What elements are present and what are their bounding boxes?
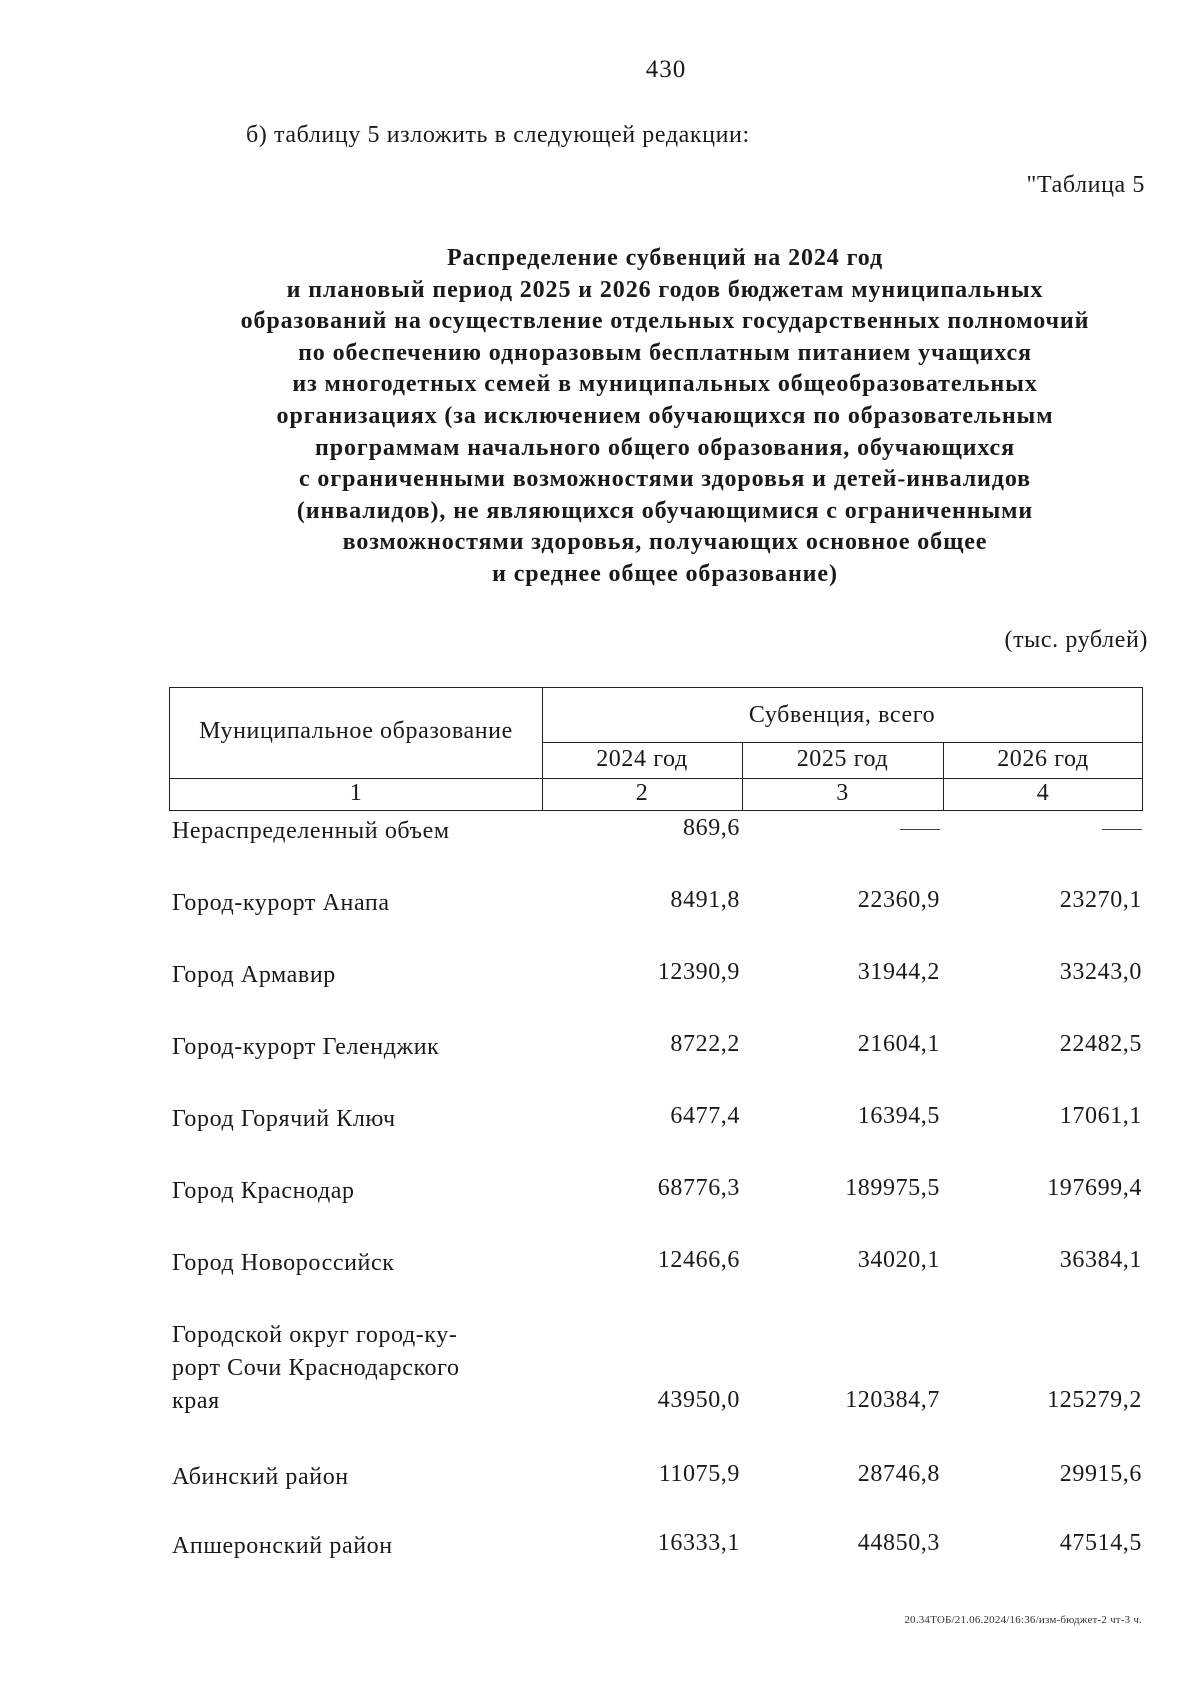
- value-2025: 44850,3: [857, 1530, 940, 1556]
- value-2025-dash: [900, 815, 940, 842]
- value-2025: 16394,5: [857, 1103, 940, 1129]
- row-municipality: Апшеронский район: [172, 1533, 393, 1559]
- value-2025: 21604,1: [857, 1031, 940, 1057]
- header-municipality: Муниципальное образование: [199, 718, 513, 744]
- title-line: с ограниченными возможностями здоровья и детей-инвалидов: [298, 466, 1031, 493]
- value-2024: 6477,4: [670, 1103, 740, 1129]
- value-2026: 197699,4: [1047, 1175, 1142, 1201]
- title-line: (инвалидов), не являющихся обучающимися с ограниченными: [296, 497, 1034, 524]
- value-2026: 29915,6: [1059, 1461, 1142, 1487]
- value-2024: 11075,9: [658, 1461, 740, 1487]
- header-divider: [170, 778, 1142, 779]
- value-2026: 36384,1: [1059, 1247, 1142, 1273]
- row-municipality: Город Краснодар: [172, 1178, 355, 1204]
- row-municipality: Город Новороссийск: [172, 1250, 395, 1276]
- title-line: и среднее общее образование): [492, 560, 838, 587]
- table-label: "Таблица 5: [1026, 172, 1145, 198]
- row-municipality: Город Армавир: [172, 962, 336, 988]
- value-2026: 23270,1: [1059, 887, 1142, 913]
- value-2024: 8722,2: [670, 1031, 740, 1057]
- units-label: (тыс. рублей): [1004, 627, 1148, 653]
- title-line: программам начального общего образования, обучающихся: [315, 434, 1015, 461]
- row-municipality: Город-курорт Анапа: [172, 890, 390, 916]
- row-municipality-line: рорт Сочи Краснодарского: [172, 1355, 460, 1381]
- value-2026: 125279,2: [1047, 1387, 1142, 1413]
- value-2026: 17061,1: [1059, 1103, 1142, 1129]
- row-municipality: Город-курорт Геленджик: [172, 1034, 440, 1060]
- column-number: 2: [635, 780, 649, 806]
- value-2026: 47514,5: [1059, 1530, 1142, 1556]
- header-year-2025: 2025 год: [796, 746, 889, 772]
- value-2024: 869,6: [683, 815, 740, 841]
- title-line: по обеспечению одноразовым бесплатным питанием учащихся: [298, 339, 1032, 366]
- row-municipality: [172, 1319, 532, 1418]
- header-year-2024: 2024 год: [596, 746, 688, 772]
- intro-text: б) таблицу 5 изложить в следующей редакции:: [246, 122, 750, 148]
- value-2025: 189975,5: [845, 1175, 940, 1201]
- table-header: [169, 687, 1143, 811]
- column-number: 1: [349, 780, 363, 806]
- value-2026-dash: [1102, 815, 1142, 842]
- value-2024: 12466,6: [657, 1247, 740, 1273]
- header-year-2026: 2026 год: [997, 746, 1089, 772]
- title-line: возможностями здоровья, получающих основное общее: [342, 529, 988, 556]
- row-municipality-line: Городской округ город-ку-: [172, 1322, 458, 1348]
- title-line: образований на осуществление отдельных государственных полномочий: [240, 308, 1090, 335]
- title-line: организациях (за исключением обучающихся по образовательным: [276, 402, 1054, 429]
- title-line: и плановый период 2025 и 2026 годов бюджетам муниципальных: [286, 276, 1044, 303]
- document-footer-code: 20.34ТОБ/21.06.2024/16:36/изм-бюджет-2 чт-3 ч.: [904, 1614, 1142, 1626]
- value-2025: 22360,9: [857, 887, 940, 913]
- page-number: 430: [645, 56, 687, 83]
- value-2024: 8491,8: [670, 887, 740, 913]
- value-2025: 31944,2: [857, 959, 940, 985]
- title-line: из многодетных семей в муниципальных общеобразовательных: [292, 371, 1038, 398]
- document-title: [170, 243, 1160, 591]
- column-number: 3: [836, 780, 849, 806]
- title-line: Распределение субвенций на 2024 год: [446, 245, 884, 271]
- row-municipality: Город Горячий Ключ: [172, 1106, 396, 1132]
- value-2026: 33243,0: [1059, 959, 1142, 985]
- value-2025: 28746,8: [857, 1461, 940, 1487]
- value-2024: 12390,9: [657, 959, 740, 985]
- value-2026: 22482,5: [1059, 1031, 1142, 1057]
- value-2025: 34020,1: [857, 1247, 940, 1273]
- value-2024: 68776,3: [657, 1175, 740, 1201]
- row-municipality: Нераспределенный объем: [172, 818, 450, 844]
- value-2024: 16333,1: [657, 1530, 740, 1556]
- value-2025: 120384,7: [845, 1387, 940, 1413]
- value-2024: 43950,0: [657, 1387, 740, 1413]
- header-divider: [542, 742, 1142, 743]
- row-municipality-line: края: [172, 1388, 220, 1414]
- column-number: 4: [1036, 780, 1050, 806]
- row-municipality: Абинский район: [172, 1464, 349, 1490]
- header-subvention: Субвенция, всего: [748, 702, 936, 728]
